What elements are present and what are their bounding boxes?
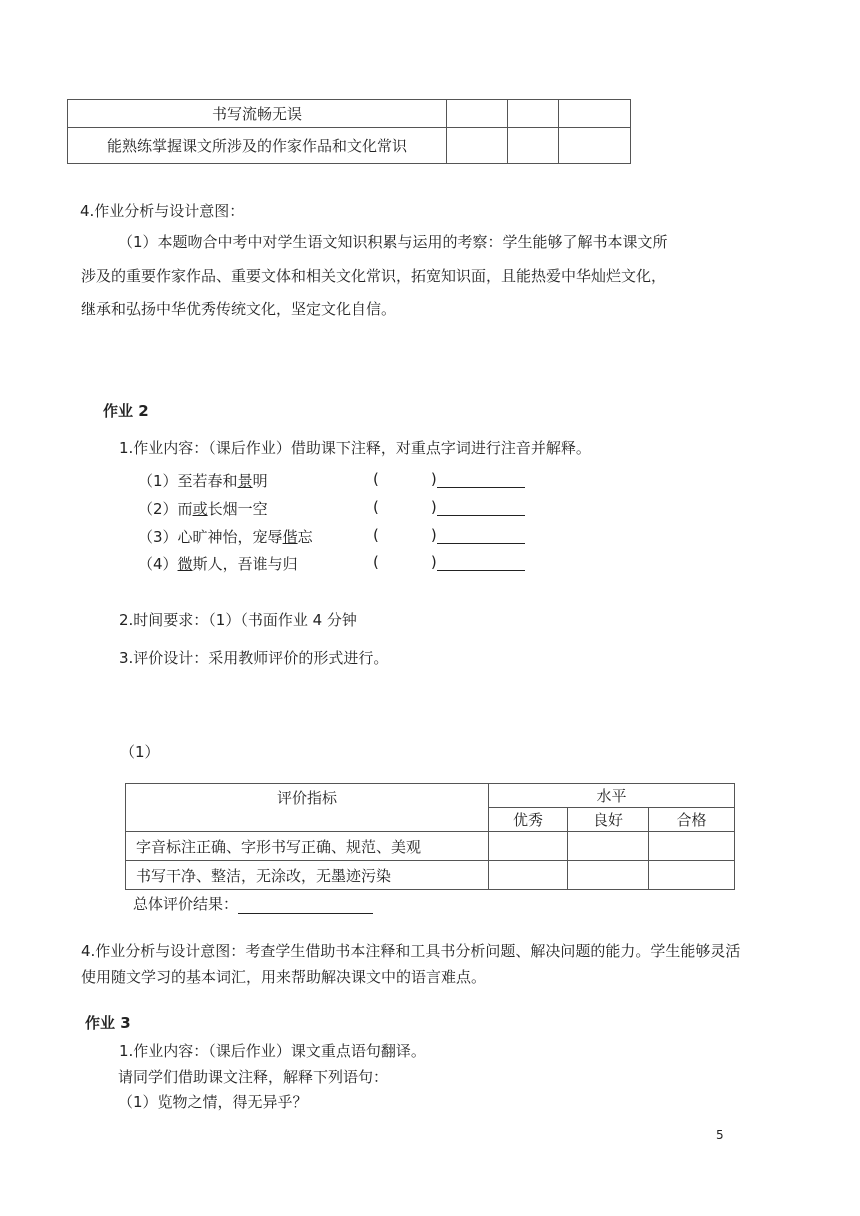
level-good: 良好	[568, 808, 649, 832]
score-cell	[489, 832, 568, 861]
criteria-cell: 能熟练掌握课文所涉及的作家作品和文化常识	[68, 128, 447, 164]
answer-blank[interactable]: ( )	[373, 470, 525, 488]
answer-blank[interactable]: ( )	[373, 553, 525, 571]
criteria-cell: 字音标注正确、字形书写正确、规范、美观	[126, 832, 489, 861]
score-cell	[649, 832, 735, 861]
score-cell	[489, 861, 568, 890]
overall-result: 总体评价结果：	[133, 893, 373, 914]
hw2-sub-label: （1）	[120, 743, 160, 761]
header-indicator: 评价指标	[126, 784, 489, 832]
score-cell	[568, 861, 649, 890]
hw2-item: （2）而或长烟一空	[138, 500, 268, 518]
analysis-line: 继承和弘扬中华优秀传统文化，坚定文化自信。	[81, 300, 397, 318]
score-cell	[559, 128, 631, 164]
analysis-heading: 4.作业分析与设计意图：	[80, 202, 245, 220]
criteria-table-top	[67, 99, 631, 164]
hw2-title: 作业 2	[103, 402, 149, 420]
hw2-eval: 3.评价设计：采用教师评价的形式进行。	[119, 649, 389, 667]
hw2-item: （3）心旷神怡，宠辱偕忘	[138, 528, 313, 546]
hw2-item: （1）至若春和景明	[138, 472, 268, 490]
score-cell	[447, 128, 508, 164]
score-cell	[649, 861, 735, 890]
hw2-content: 1.作业内容：（课后作业）借助课下注释，对重点字词进行注音并解释。	[119, 439, 591, 457]
level-excellent: 优秀	[489, 808, 568, 832]
hw2-analysis-line: 4.作业分析与设计意图：考查学生借助书本注释和工具书分析问题、解决问题的能力。学生能够灵活	[81, 942, 741, 960]
hw3-content: 1.作业内容：（课后作业）课文重点语句翻译。	[119, 1042, 426, 1060]
score-cell	[508, 100, 559, 128]
score-cell	[447, 100, 508, 128]
hw3-instruction: 请同学们借助课文注释，解释下列语句：	[118, 1068, 389, 1086]
answer-blank[interactable]: ( )	[373, 526, 525, 544]
answer-blank[interactable]: ( )	[373, 498, 525, 516]
hw3-title: 作业 3	[85, 1014, 131, 1032]
score-cell	[568, 832, 649, 861]
score-cell	[508, 128, 559, 164]
page-number: 5	[716, 1128, 724, 1142]
criteria-cell: 书写干净、整洁，无涂改，无墨迹污染	[126, 861, 489, 890]
hw3-item: （1）览物之情，得无异乎？	[118, 1093, 308, 1111]
level-pass: 合格	[649, 808, 735, 832]
score-cell	[559, 100, 631, 128]
analysis-line: 涉及的重要作家作品、重要文体和相关文化常识，拓宽知识面，且能热爱中华灿烂文化，	[81, 267, 667, 285]
criteria-cell: 书写流畅无误	[68, 100, 447, 128]
analysis-line: （1）本题吻合中考中对学生语文知识积累与运用的考察：学生能够了解书本课文所	[118, 233, 668, 251]
hw2-analysis-line: 使用随文学习的基本词汇，用来帮助解决课文中的语言难点。	[81, 968, 487, 986]
evaluation-table	[125, 783, 735, 890]
header-level: 水平	[489, 784, 735, 808]
overall-result-blank[interactable]	[238, 897, 373, 914]
hw2-item: （4）微斯人，吾谁与归	[138, 555, 298, 573]
hw2-time: 2.时间要求：（1）（书面作业 4 分钟	[119, 611, 357, 629]
